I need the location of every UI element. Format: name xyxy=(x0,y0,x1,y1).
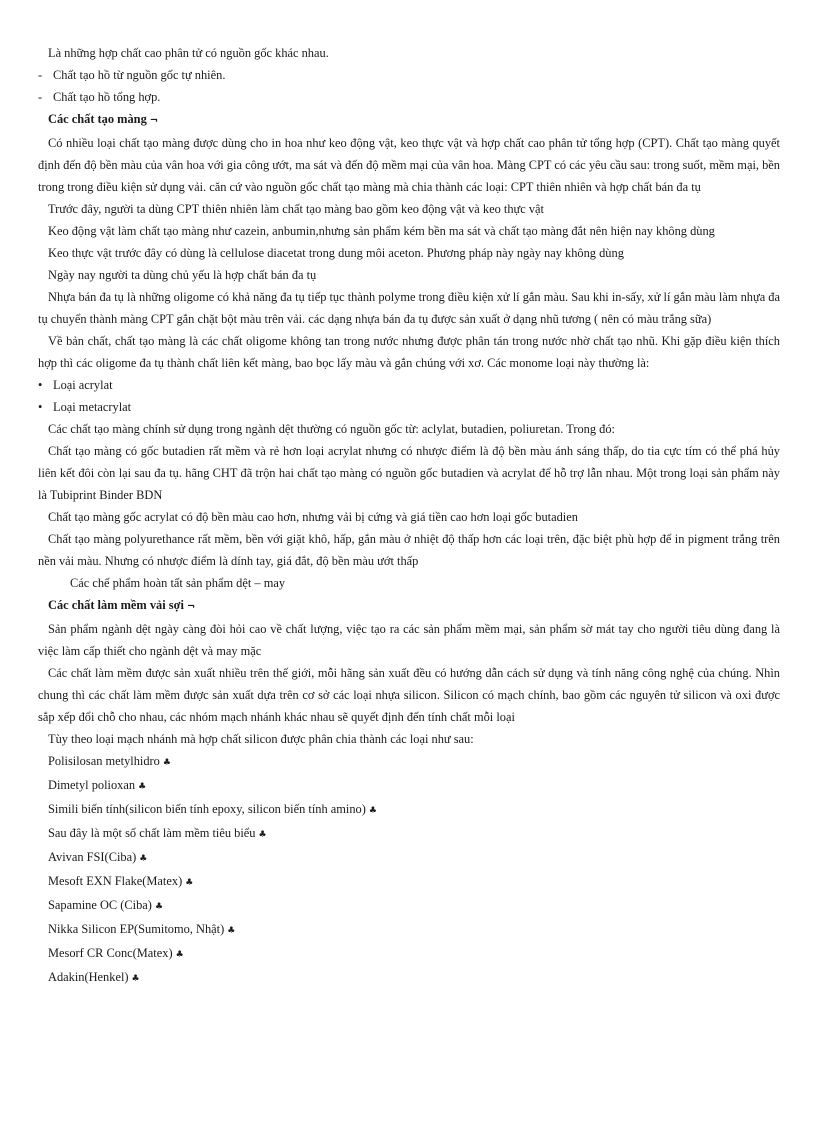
paragraph: Nhựa bán đa tụ là những oligome có khả năng đa tụ tiếp tục thành polyme trong điều kiện xử lí gắn màu. Sau khi in-sấy, xử lí gắn màu làm nhựa đa tụ chuyển thành màng CPT gắn chặt bột màu trên vải. các dạng nhựa bán đa tụ được sản xuất ở dạng nhũ tương ( nên có màu trắng sữa) xyxy=(38,290,780,326)
club-icon: ♣ xyxy=(138,782,147,792)
not-sign-icon: ¬ xyxy=(186,601,196,612)
list-item-text: Polisilosan metylhidro xyxy=(48,754,160,768)
dash-marker: - xyxy=(38,90,43,104)
heading-text: Các chất tạo màng xyxy=(48,112,147,126)
club-icon: ♣ xyxy=(154,902,164,912)
list-item-text: Chất tạo hồ từ nguồn gốc tự nhiên. xyxy=(53,68,226,82)
list-item xyxy=(38,750,780,774)
paragraph: Chất tạo màng có gốc butadien rất mềm và rẻ hơn loại acrylat nhưng có nhược điểm là độ bền màu ánh sáng thấp, do tia cực tím có thể phá hủy liên kết đôi còn lại sau đa tụ. hãng CHT đã trộn hai chất tạo màng có nguồn gốc butadien và acrylat để hỗ trợ lẫn nhau. Một trong loại sản phẩm này là Tubiprint Binder BDN xyxy=(38,444,780,502)
club-icon: ♣ xyxy=(227,926,236,936)
paragraph: Có nhiều loại chất tạo màng được dùng cho in hoa như keo động vật, keo thực vật và hợp chất cao phân tử tổng hợp (CPT). Chất tạo màng quyết định đến độ bền màu của vân hoa với gia công ướt, ma sát và đến độ mềm mại của vân hoa. Màng CPT có các yêu cầu sau: trong suốt, mềm mại, bền trong trong điều kiện sử dụng vải. căn cứ vào nguồn gốc chất tạo màng mà chia thành các loại: CPT thiên nhiên và hợp chất bán đa tụ xyxy=(38,136,780,194)
heading-text: Các chất làm mềm vải sợi xyxy=(48,598,184,612)
club-icon: ♣ xyxy=(139,854,148,864)
document-page xyxy=(38,42,780,990)
list-item-text: Sapamine OC (Ciba) xyxy=(48,898,152,912)
list-item-text: Nikka Silicon EP(Sumitomo, Nhật) xyxy=(48,922,225,936)
list-item xyxy=(38,894,780,918)
list-item xyxy=(38,966,780,990)
product-list xyxy=(38,750,780,990)
dash-marker: - xyxy=(38,68,43,82)
paragraph: Tùy theo loại mạch nhánh mà hợp chất silicon được phân chia thành các loại như sau: xyxy=(48,732,474,746)
club-icon: ♣ xyxy=(131,974,140,984)
list-item-text: Chất tạo hồ tổng hợp. xyxy=(53,90,161,104)
list-item-text: Loại acrylat xyxy=(53,378,113,392)
list-item xyxy=(38,374,780,396)
club-icon: ♣ xyxy=(162,758,171,768)
list-item xyxy=(38,942,780,966)
list-item xyxy=(38,64,780,86)
club-icon: ♣ xyxy=(258,830,267,840)
list-item xyxy=(38,798,780,822)
paragraph: Trước đây, người ta dùng CPT thiên nhiên làm chất tạo màng bao gồm keo động vật và keo thực vật xyxy=(48,202,544,216)
club-icon: ♣ xyxy=(175,950,184,960)
paragraph: Chất tạo màng gốc acrylat có độ bền màu cao hơn, nhưng vải bị cứng và giá tiền cao hơn loại gốc butadien xyxy=(48,510,578,524)
bullet-marker: • xyxy=(38,400,43,414)
chapter-heading: Các chế phẩm hoàn tất sản phẩm dệt – may xyxy=(70,576,286,590)
list-item-text: Avivan FSI(Ciba) xyxy=(48,850,137,864)
club-icon: ♣ xyxy=(368,806,377,816)
club-icon: ♣ xyxy=(185,878,194,888)
list-item-text: Adakin(Henkel) xyxy=(48,970,129,984)
not-sign-icon: ¬ xyxy=(149,115,159,126)
list-item-text: Mesoft EXN Flake(Matex) xyxy=(48,874,183,888)
list-item-text: Simili biến tính(silicon biến tính epoxy, silicon biến tính amino) xyxy=(48,802,366,816)
list-item xyxy=(38,86,780,108)
list-item-text: Sau đây là một số chất làm mềm tiêu biểu xyxy=(48,826,256,840)
list-item xyxy=(38,774,780,798)
paragraph: Keo thực vật trước đây có dùng là cellulose diacetat trong dung môi aceton. Phương pháp này ngày nay không dùng xyxy=(48,246,624,260)
paragraph: Sản phẩm ngành dệt ngày càng đòi hỏi cao về chất lượng, việc tạo ra các sản phẩm mềm mại, sản phẩm sờ mát tay cho người tiêu dùng đang là việc làm cấp thiết cho ngành dệt và may mặc xyxy=(38,622,780,658)
list-item-text: Mesorf CR Conc(Matex) xyxy=(48,946,173,960)
paragraph: Các chất tạo màng chính sử dụng trong ngành dệt thường có nguồn gốc từ: aclylat, butadien, poliuretan. Trong đó: xyxy=(48,422,615,436)
paragraph: Ngày nay người ta dùng chủ yếu là hợp chất bán đa tụ xyxy=(48,268,317,282)
bullet-marker: • xyxy=(38,378,43,392)
list-item xyxy=(38,870,780,894)
section-heading xyxy=(38,594,780,618)
list-item xyxy=(38,396,780,418)
paragraph: Các chất làm mềm được sản xuất nhiều trên thế giới, mỗi hãng sản xuất đều có hướng dẫn cách sử dụng và tính năng công nghệ của chúng. Nhìn chung thì các chất làm mềm được sản xuất dựa trên cơ sở các loại nhựa silicon. Silicon có mạch chính, bao gồm các nguyên tử silicon và oxi được sắp xếp đổi chỗ cho nhau, các nhóm mạch nhánh khác nhau sẽ quyết định đến tính chất mỗi loại xyxy=(38,666,780,724)
paragraph: Chất tạo màng polyurethance rất mềm, bền với giặt khô, hấp, gắn màu ở nhiệt độ thấp hơn các loại trên, đặc biệt phù hợp để in pigment trắng trên nền vải màu. Nhưng có nhược điểm là dính tay, giá đắt, độ bền màu ướt thấp xyxy=(38,532,780,568)
list-item xyxy=(38,822,780,846)
list-item xyxy=(38,846,780,870)
list-item xyxy=(38,918,780,942)
section-heading xyxy=(38,108,780,132)
intro-paragraph: Là những hợp chất cao phân tử có nguồn gốc khác nhau. xyxy=(48,46,329,60)
list-item-text: Dimetyl polioxan xyxy=(48,778,136,792)
list-item-text: Loại metacrylat xyxy=(53,400,132,414)
paragraph: Về bản chất, chất tạo màng là các chất oligome không tan trong nước nhưng được phân tán trong nước nhờ chất tạo nhũ. Khi gặp điều kiện thích hợp thì các oligome đa tụ thành chất liên kết màng, bao bọc lấy màu và gắn chúng với xơ. Các monome loại này thường là: xyxy=(38,334,780,370)
paragraph: Keo động vật làm chất tạo màng như cazein, anbumin,nhưng sản phẩm kém bền ma sát và chất tạo màng đắt nên hiện nay không dùng xyxy=(48,224,715,238)
